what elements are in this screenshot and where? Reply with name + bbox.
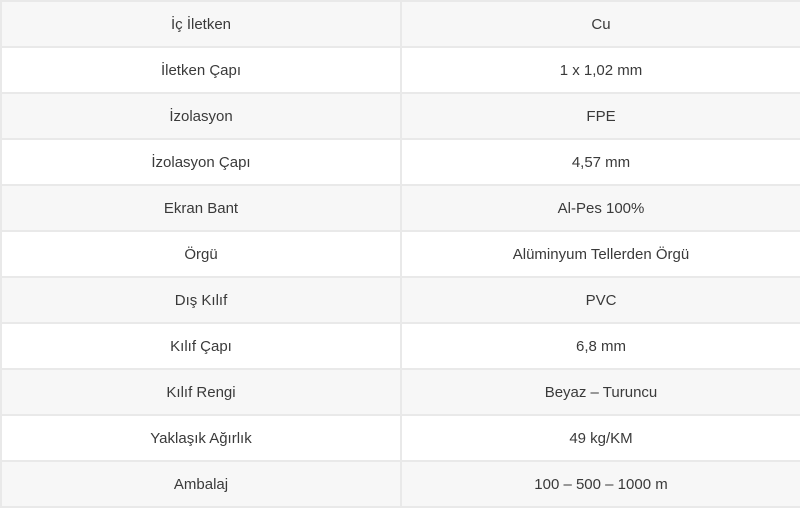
spec-value: PVC [401,277,800,323]
spec-label: Kılıf Çapı [1,323,401,369]
table-row [1,461,800,507]
table-row [1,323,800,369]
spec-value: 100 – 500 – 1000 m [401,461,800,507]
table-row [1,185,800,231]
spec-value: FPE [401,93,800,139]
table-row [1,139,800,185]
spec-value: Alüminyum Tellerden Örgü [401,231,800,277]
spec-label: Ekran Bant [1,185,401,231]
spec-label: İzolasyon Çapı [1,139,401,185]
table-row [1,93,800,139]
table-row [1,1,800,47]
spec-label: Örgü [1,231,401,277]
spec-label: İzolasyon [1,93,401,139]
spec-value: Cu [401,1,800,47]
spec-value: 1 x 1,02 mm [401,47,800,93]
spec-label: İç İletken [1,1,401,47]
spec-value: Beyaz – Turuncu [401,369,800,415]
table-row [1,277,800,323]
spec-value: Al-Pes 100% [401,185,800,231]
table-row [1,47,800,93]
spec-label: Ambalaj [1,461,401,507]
spec-label: Dış Kılıf [1,277,401,323]
spec-label: Yaklaşık Ağırlık [1,415,401,461]
spec-value: 6,8 mm [401,323,800,369]
spec-value: 4,57 mm [401,139,800,185]
spec-value: 49 kg/KM [401,415,800,461]
spec-label: İletken Çapı [1,47,401,93]
table-row [1,415,800,461]
table-row [1,231,800,277]
table-row [1,369,800,415]
spec-label: Kılıf Rengi [1,369,401,415]
